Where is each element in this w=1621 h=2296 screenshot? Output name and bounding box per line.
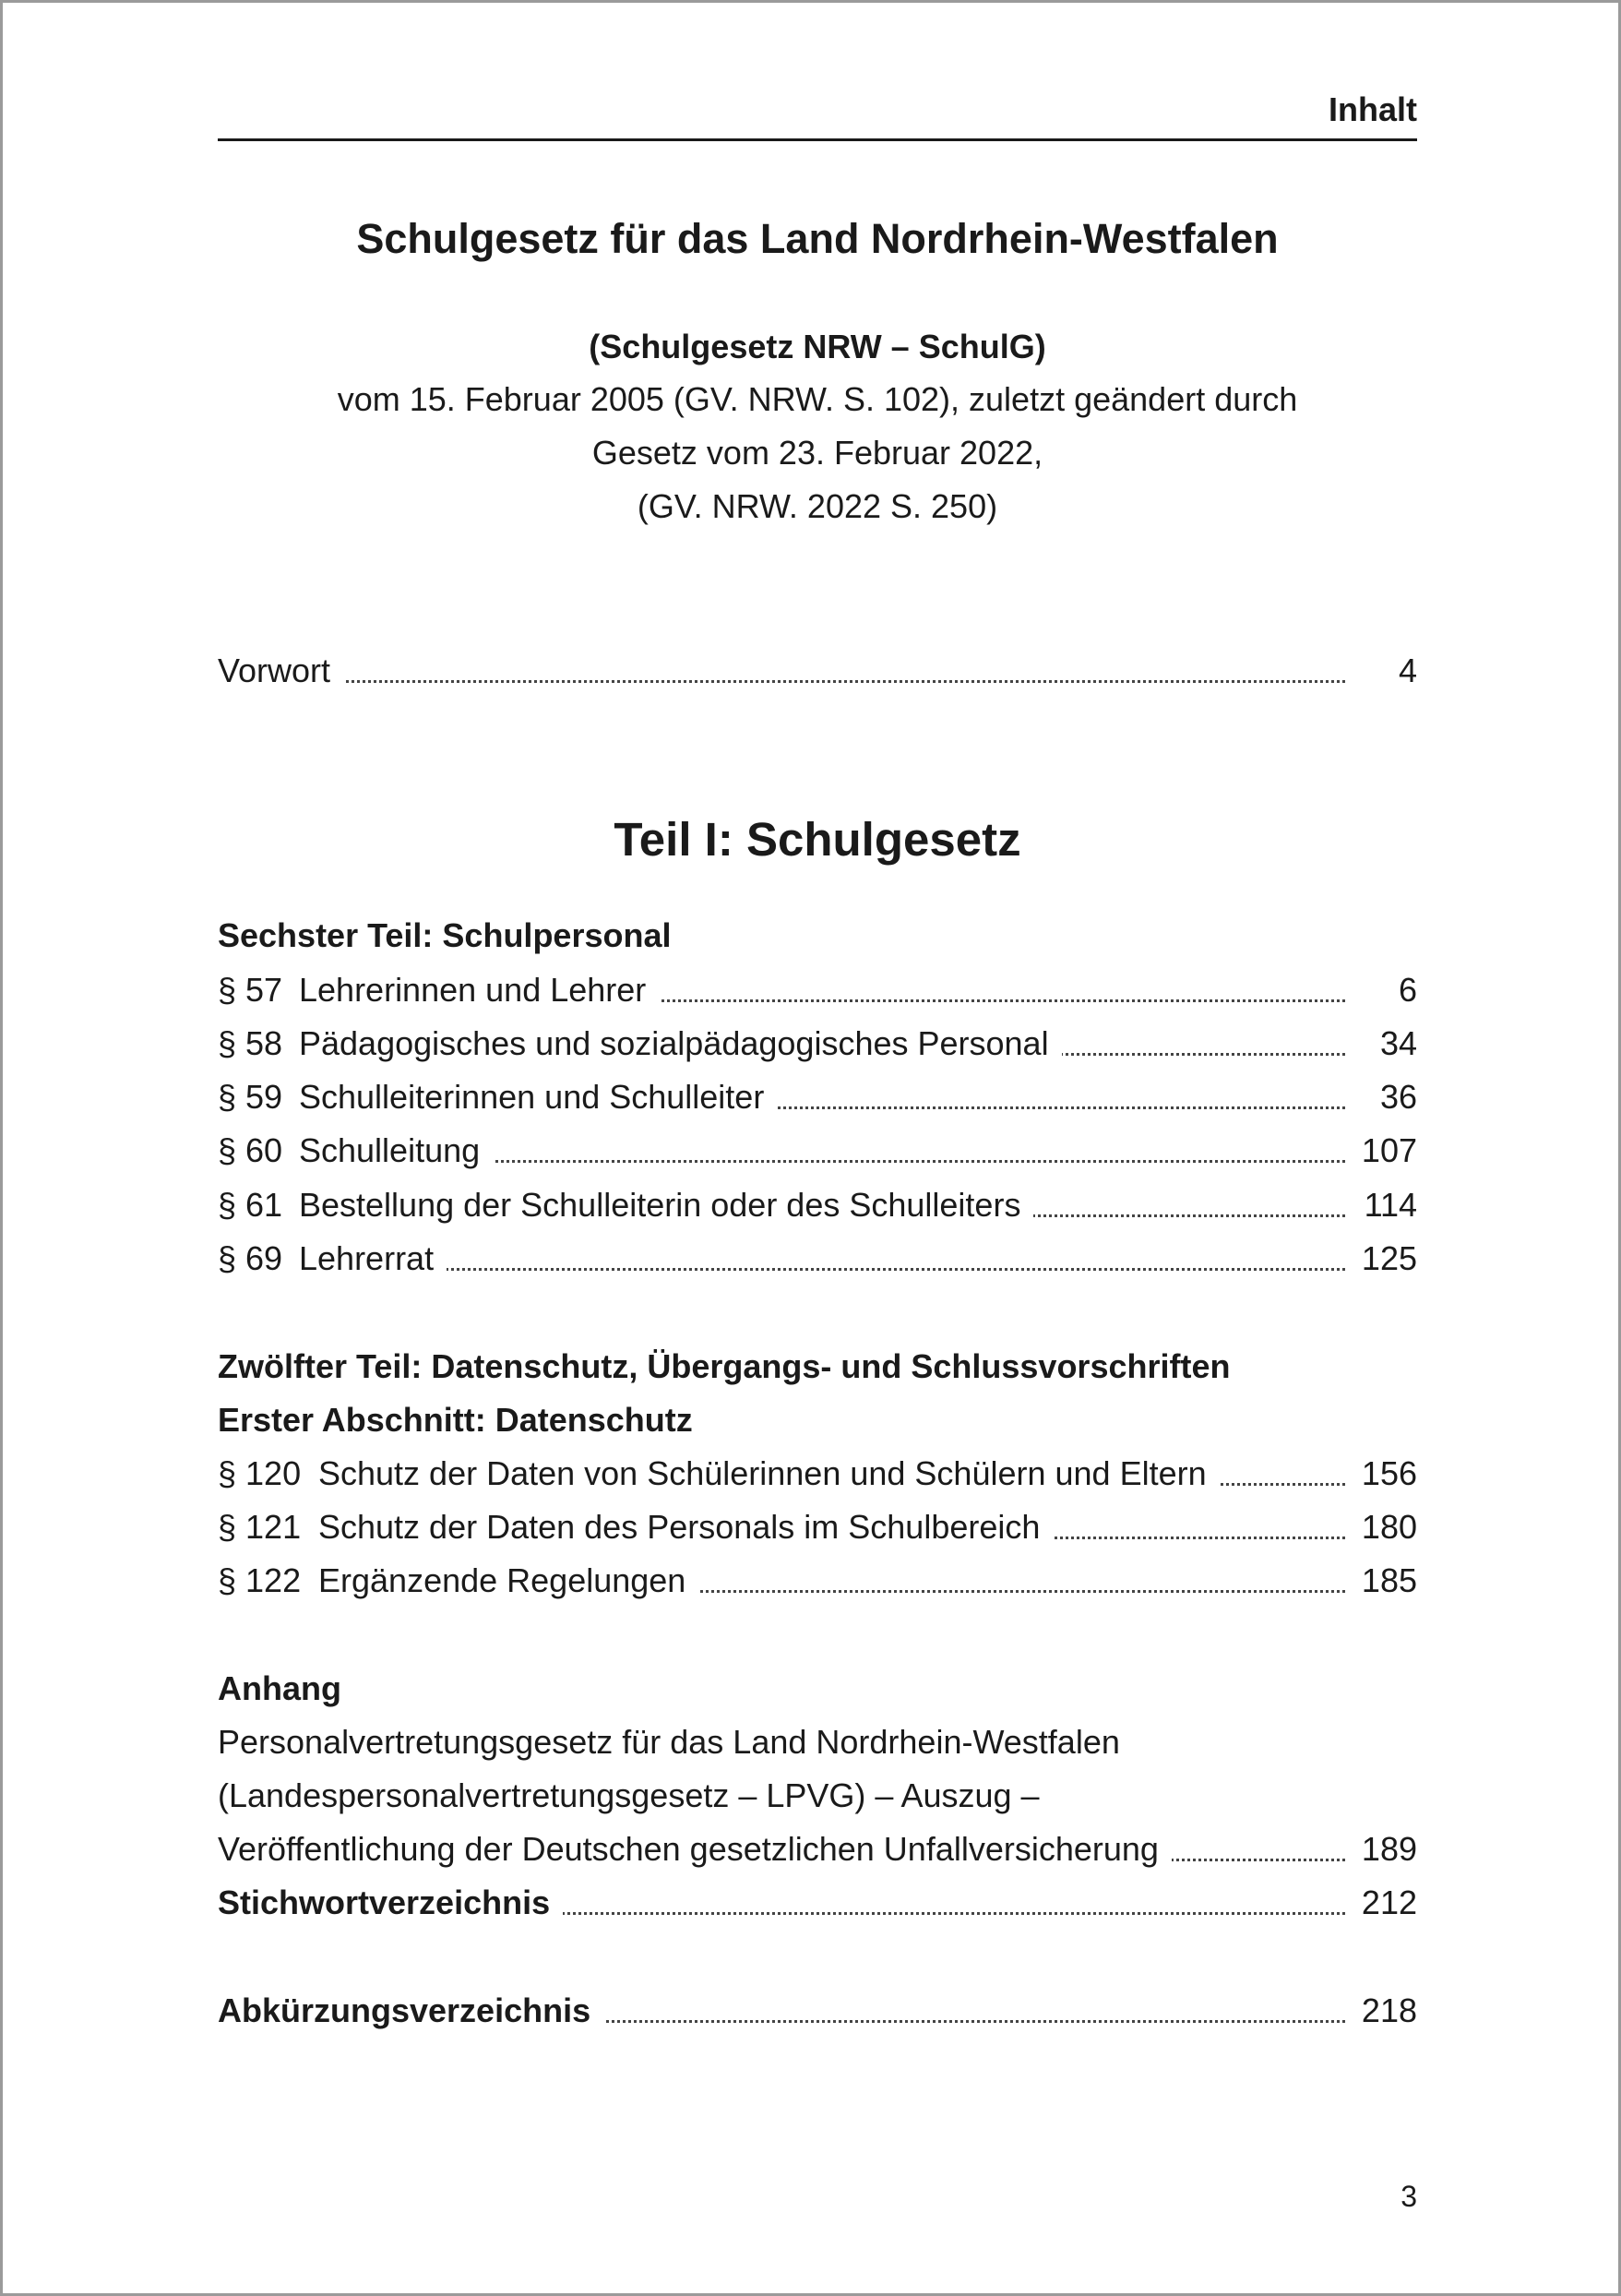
document-gazette-line: (GV. NRW. 2022 S. 250) (637, 487, 998, 525)
toc-entry-page: 114 (1364, 1186, 1417, 1224)
document-subtitle: (Schulgesetz NRW – SchulG) (589, 328, 1046, 365)
toc-entry-label: Pädagogisches und sozialpädagogisches Personal (299, 1024, 1049, 1062)
toc-entry-dguv[interactable] (218, 1830, 1417, 1872)
part-title: Teil I: Schulgesetz (614, 813, 1021, 866)
toc-entry-label: Bestellung der Schulleiterin oder des Schulleiters (299, 1186, 1021, 1224)
paragraph-number: § 69 (218, 1239, 283, 1277)
toc-entry-57[interactable] (218, 971, 1417, 1013)
toc-entry-59[interactable] (218, 1078, 1417, 1120)
document-date-line: vom 15. Februar 2005 (GV. NRW. S. 102), zuletzt geändert durch (337, 380, 1298, 418)
document-title: Schulgesetz für das Land Nordrhein-Westfalen (356, 215, 1279, 262)
paragraph-number: § 57 (218, 971, 283, 1009)
dot-leader (218, 680, 1345, 683)
paragraph-number: § 58 (218, 1024, 283, 1062)
page-number: 3 (1400, 2180, 1417, 2213)
paragraph-number: § 120 (218, 1454, 302, 1492)
toc-entry-vorwort[interactable] (218, 652, 1417, 694)
toc-entry-121[interactable] (218, 1508, 1417, 1550)
toc-entry-69[interactable] (218, 1239, 1417, 1282)
toc-entry-label: Schutz der Daten von Schülerinnen und Schülern und Eltern (318, 1454, 1207, 1492)
toc-entry-122[interactable] (218, 1561, 1417, 1604)
toc-entry-label: Schutz der Daten des Personals im Schulbereich (318, 1508, 1041, 1546)
header-rule (218, 138, 1417, 141)
paragraph-number: § 121 (218, 1508, 302, 1546)
paragraph-number: § 60 (218, 1131, 283, 1169)
toc-entry-label: Schulleiterinnen und Schulleiter (299, 1078, 765, 1116)
toc-entry-abkuerzungsverzeichnis[interactable] (218, 1991, 1417, 2034)
paragraph-number: § 61 (218, 1186, 283, 1224)
toc-entry-page: 34 (1379, 1024, 1417, 1062)
paragraph-number: § 59 (218, 1078, 283, 1116)
toc-entry-label: Abkürzungsverzeichnis (218, 1991, 603, 2030)
section-heading: Anhang (218, 1669, 341, 1707)
toc-entry-page: 125 (1361, 1239, 1417, 1277)
toc-entry-page: 6 (1398, 971, 1417, 1009)
toc-entry-page: 180 (1361, 1508, 1417, 1546)
running-head: Inhalt (1329, 90, 1417, 128)
toc-entry-label: Veröffentlichung der Deutschen gesetzlichen Unfallversicherung (218, 1830, 1172, 1869)
section-heading: Zwölfter Teil: Datenschutz, Übergangs- und Schlussvorschriften (218, 1347, 1231, 1385)
subsection-heading: Erster Abschnitt: Datenschutz (218, 1401, 693, 1439)
toc-entry-page: 218 (1361, 1991, 1417, 2029)
anhang-line: Personalvertretungsgesetz für das Land Nordrhein-Westfalen (218, 1723, 1120, 1761)
toc-entry-60[interactable] (218, 1131, 1417, 1174)
toc-entry-58[interactable] (218, 1024, 1417, 1067)
toc-entry-label: Stichwortverzeichnis (218, 1883, 563, 1922)
toc-entry-page: 156 (1361, 1454, 1417, 1492)
toc-entry-120[interactable] (218, 1454, 1417, 1497)
paragraph-number: § 122 (218, 1561, 302, 1599)
toc-entry-label: Lehrerrat (299, 1239, 435, 1277)
toc-entry-label: Vorwort (218, 652, 343, 690)
toc-entry-page: 185 (1361, 1561, 1417, 1599)
toc-entry-page: 4 (1398, 652, 1417, 689)
toc-entry-page: 212 (1361, 1883, 1417, 1921)
toc-entry-label: Schulleitung (299, 1131, 481, 1169)
toc-entry-page: 107 (1361, 1131, 1417, 1169)
toc-entry-label: Ergänzende Regelungen (318, 1561, 686, 1599)
document-amendment-line: Gesetz vom 23. Februar 2022, (591, 434, 1043, 472)
toc-entry-page: 189 (1361, 1830, 1417, 1868)
anhang-line: (Landespersonalvertretungsgesetz – LPVG) – Auszug – (218, 1776, 1040, 1814)
toc-entry-61[interactable] (218, 1186, 1417, 1228)
toc-entry-stichwortverzeichnis[interactable] (218, 1883, 1417, 1926)
toc-entry-page: 36 (1379, 1078, 1417, 1116)
section-heading: Sechster Teil: Schulpersonal (218, 916, 672, 954)
toc-entry-label: Lehrerinnen und Lehrer (299, 971, 647, 1009)
